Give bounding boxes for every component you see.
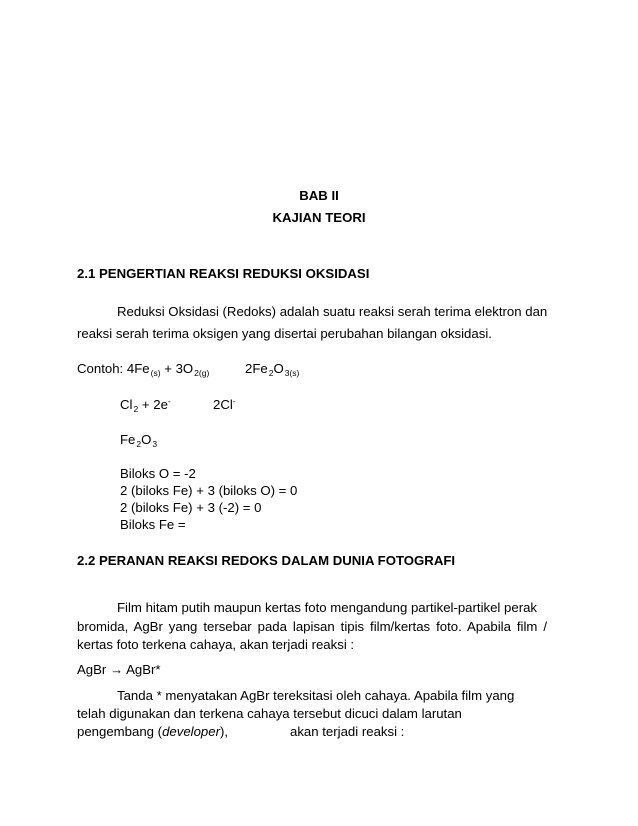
paragraph-line: reaksi serah terima oksigen yang disertai perubahan bilangan oksidasi.	[77, 326, 492, 341]
paragraph-line: Film hitam putih maupun kertas foto mengandung partikel-partikel perak	[117, 600, 538, 615]
calc-line: 2 (biloks Fe) + 3 (-2) = 0	[120, 500, 262, 515]
paragraph-line: Tanda * menyatakan AgBr tereksitasi oleh cahaya. Apabila film yang	[117, 688, 515, 703]
paragraph-line: telah digunakan dan terkena cahaya tersebut dicuci dalam larutan	[77, 706, 462, 721]
example-equation-2	[120, 397, 171, 414]
subscript: 2	[136, 439, 142, 449]
italic-term: developer	[162, 724, 220, 739]
equation-text: O	[273, 361, 284, 376]
paragraph-line-end: akan terjadi reaksi :	[290, 724, 405, 739]
superscript: -	[232, 396, 236, 406]
text-run: pengembang (	[77, 724, 163, 739]
subscript: 3	[152, 439, 158, 449]
example-label: Contoh:	[77, 361, 124, 376]
section-heading-2-2: 2.2 PERANAN REAKSI REDOKS DALAM DUNIA FOTOGRAFI	[77, 553, 456, 568]
paragraph-line	[77, 724, 228, 740]
subscript: 3(s)	[284, 368, 300, 378]
equation-text: Cl	[120, 397, 133, 412]
section-heading-2-1: 2.1 PENGERTIAN REAKSI REDUKSI OKSIDASI	[77, 266, 370, 281]
subscript: 2	[268, 368, 274, 378]
example-equation-2-product	[213, 397, 236, 414]
equation-text: 4Fe	[126, 361, 150, 376]
subscript: 2	[133, 404, 139, 414]
reaction-equation: AgBr → AgBr*	[77, 662, 161, 677]
paragraph-line: Reduksi Oksidasi (Redoks) adalah suatu reaksi serah terima elektron dan	[117, 304, 548, 319]
equation-text: + 2e	[141, 397, 168, 412]
subscript: 2(g)	[194, 368, 210, 378]
superscript: -	[167, 396, 171, 406]
calc-line: Biloks O = -2	[120, 466, 196, 481]
text-run: ),	[219, 724, 229, 739]
equation-text: 2Cl	[213, 397, 233, 412]
chapter-label: BAB II	[299, 188, 339, 203]
equation-text: Fe	[120, 432, 136, 447]
formula-fe2o3	[120, 432, 157, 449]
calc-line: Biloks Fe =	[120, 517, 186, 532]
equation-text: O	[141, 432, 152, 447]
paragraph-line: bromida, AgBr yang tersebar pada lapisan tipis film/kertas foto. Apabila film /	[77, 619, 547, 634]
calc-line: 2 (biloks Fe) + 3 (biloks O) = 0	[120, 483, 298, 498]
example-equation-1	[77, 361, 209, 378]
chapter-title: KAJIAN TEORI	[272, 210, 366, 225]
example-equation-1-product	[245, 361, 299, 378]
paragraph-line: kertas foto terkena cahaya, akan terjadi reaksi :	[77, 637, 355, 652]
equation-text: 2Fe	[245, 361, 268, 376]
equation-text: + 3O	[164, 361, 194, 376]
subscript: (s)	[150, 368, 161, 378]
